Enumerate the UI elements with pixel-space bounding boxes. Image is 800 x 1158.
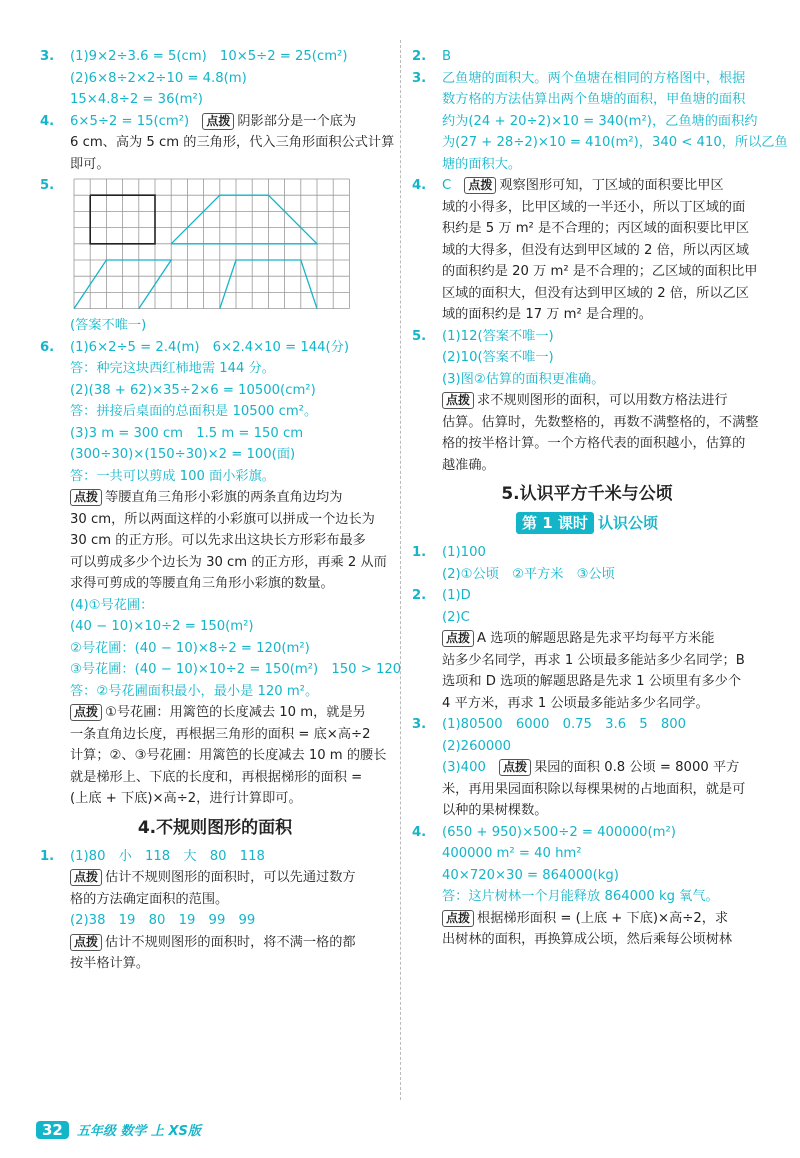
column-divider <box>400 40 401 1100</box>
tip-badge: 点拨 <box>70 704 102 721</box>
s5q2-tip-line2: 站多少名同学，再求 1 公顷最多能站多少名同学；B <box>442 652 745 668</box>
s4q1-number: 1. <box>40 848 55 864</box>
lesson-badge: 第 1 课时 <box>516 512 594 534</box>
r-q3-line4: 为(27 + 28÷2)×10 = 410(m²)，340 < 410，所以乙鱼 <box>442 135 788 150</box>
q6-tip2-line2: 一条直角边长度，再根据三角形的面积 = 底×高÷2 <box>70 726 371 742</box>
s5q3-tip-line2: 米，再用果园面积除以每棵果树的占地面积，就是可 <box>442 781 746 797</box>
s4q1-line1: 1. (1)80 小 118 大 80 118 <box>40 846 390 868</box>
top-trapezoid-shape <box>171 195 317 244</box>
s4q1-tip2-line2: 按半格计算。 <box>70 956 150 971</box>
q6-tip2-line4: 就是梯形上、下底的长度和，再根据梯形的面积 = <box>70 769 363 785</box>
r-q5-line1: 5. (1)12(答案不唯一) <box>412 326 762 348</box>
q5-number: 5. <box>40 178 55 193</box>
r-q4-line1: 4. C 点拨 观察图形可知，丁区域的面积要比甲区 <box>412 175 762 197</box>
r-q5-tip-line4: 越准确。 <box>442 457 495 473</box>
q6-line3: (2)(38 + 62)×35÷2×6 = 10500(cm²) <box>70 382 316 398</box>
q6-line6: (300÷30)×(150÷30)×2 = 100(面) <box>70 447 296 462</box>
q6-line7: 答：一共可以剪成 100 面小彩旗。 <box>70 468 275 484</box>
r-q4-line7: 域的面积约是 17 万 m² 是合理的。 <box>442 307 652 322</box>
tip-badge: 点拨 <box>499 759 531 776</box>
r-q2-number: 2. <box>412 49 427 64</box>
q6-tip-line1: 点拨 等腰直角三角形小彩旗的两条直角边均为 <box>40 487 390 509</box>
r-q4-line4: 域的大得多，但没有达到甲区域的 2 倍，所以丙区域 <box>442 242 749 258</box>
q6-m2: (40 − 10)×10÷2 = 150(m²) <box>70 619 254 634</box>
q3-line3: 15×4.8÷2 = 36(m²) <box>70 92 203 107</box>
tip-badge: 点拨 <box>442 910 474 927</box>
r-q5-tip-line3: 格的按半格计算。一个方格代表的面积越小，估算的 <box>442 436 746 451</box>
s4q1-tip2-line1: 点拨 估计不规则图形的面积时，将不满一格的都 <box>40 932 390 954</box>
q6-tip-line2: 30 cm，所以两面这样的小彩旗可以拼成一个边长为 <box>70 511 375 527</box>
s5q4-line2: 400000 m² = 40 hm² <box>442 846 582 861</box>
r-q4-line3: 积约是 5 万 m² 是不合理的；丙区域的面积要比甲区 <box>442 221 750 236</box>
section-4-title: 4.不规则图形的面积 <box>137 817 293 838</box>
left-column <box>40 46 402 975</box>
s5q4-line1: 4. (650 + 950)×500÷2 = 400000(m²) <box>412 822 762 844</box>
r-q5-tip-line1: 点拨 求不规则图形的面积，可以用数方格法进行 <box>412 390 762 412</box>
q6-m3: ②号花圃：(40 − 10)×8÷2 = 120(m²) <box>70 640 310 656</box>
s5q4-line4: 答：这片树林一个月能释放 864000 kg 氧气。 <box>442 889 719 904</box>
tip-badge: 点拨 <box>442 630 474 647</box>
q6-tip2-line5: (上底 + 下底)×高÷2，进行计算即可。 <box>70 791 302 806</box>
q6-line4: 答：拼接后桌面的总面积是 10500 cm²。 <box>70 404 318 419</box>
r-q2-line1: 2. B <box>412 46 762 68</box>
tip-badge: 点拨 <box>202 113 234 130</box>
s5q1-line1: 1. (1)100 <box>412 542 762 564</box>
q4-line3: 即可。 <box>70 156 110 172</box>
q6-m1: (4)①号花圃： <box>70 597 154 613</box>
q6-line1: 6. (1)6×2÷5 = 2.4(m) 6×2.4×10 = 144(分) <box>40 337 390 359</box>
q6-tip-line4: 可以剪成多少个边长为 30 cm 的正方形，再乘 2 从而 <box>70 554 387 570</box>
s4q1-tip-line2: 格的方法确定面积的范围。 <box>70 891 229 907</box>
r-q3-line5: 塘的面积大。 <box>442 156 522 172</box>
s5q2-tip-line3: 选项和 D 选项的解题思路是先求 1 公顷里有多少个 <box>442 674 742 689</box>
page-number: 32 <box>36 1121 69 1139</box>
s5q4-tip-line1: 点拨 根据梯形面积 = (上底 + 下底)×高÷2，求 <box>412 908 762 930</box>
s5q3-number: 3. <box>412 717 427 732</box>
s5q3-line1: 3. (1)80500 6000 0.75 3.6 5 800 <box>412 714 762 736</box>
q3-line1: 3. (1)9×2÷3.6 = 5(cm) 10×5÷2 = 25(cm²) <box>40 46 390 68</box>
r-q5-number: 5. <box>412 328 427 344</box>
r-q3-line3: 约为(24 + 20÷2)×10 = 340(m²)，乙鱼塘的面积约 <box>442 113 758 129</box>
tip-badge: 点拨 <box>70 869 102 886</box>
q3-number: 3. <box>40 49 55 64</box>
r-q5-line3: (3)图②估算的面积更准确。 <box>442 371 605 387</box>
r-q4-line5: 的面积约是 20 万 m² 是不合理的；乙区域的面积比甲 <box>442 264 758 279</box>
q6-tip2-line3: 计算；②、③号花圃：用篱笆的长度减去 10 m 的腰长 <box>70 748 387 763</box>
tip-badge: 点拨 <box>70 489 102 506</box>
q6-m5: 答：②号花圃面积最小，最小是 120 m²。 <box>70 683 319 699</box>
lesson-title: 认识公顷 <box>597 514 658 532</box>
tip-badge: 点拨 <box>70 934 102 951</box>
s5q1-line2: (2)①公顷 ②平方米 ③公顷 <box>442 566 615 582</box>
q5-note: (答案不唯一) <box>70 318 147 333</box>
q6-line2: 答：种完这块西红柿地需 144 分。 <box>70 361 275 376</box>
s5q4-line3: 40×720×30 = 864000(kg) <box>442 867 619 883</box>
s5q4-tip-line2: 出树林的面积，再换算成公顷，然后乘每公顷树林 <box>442 932 733 947</box>
r-q3-line2: 数方格的方法估算出两个鱼塘的面积，甲鱼塘的面积 <box>442 92 746 107</box>
s5q1-number: 1. <box>412 545 427 560</box>
q6-m4: ③号花圃：(40 − 10)×10÷2 = 150(m²) 150 > 120 <box>70 662 402 677</box>
r-q3-number: 3. <box>412 70 427 86</box>
q4-line1: 4. 6×5÷2 = 15(cm²) 点拨 阴影部分是一个底为 <box>40 111 390 133</box>
s5q2-tip-line4: 4 平方米，再求 1 公顷最多能站多少名同学。 <box>442 695 709 711</box>
s5q4-number: 4. <box>412 824 427 840</box>
footer-text: 五年级 数学 上 XS版 <box>76 1124 201 1139</box>
section-5-title: 5.认识平方千米与公顷 <box>501 484 673 504</box>
r-q5-line2: (2)10(答案不唯一) <box>442 350 554 365</box>
s4q1-tip-line1: 点拨 估计不规则图形的面积时，可以先通过数方 <box>40 867 390 889</box>
s5q2-number: 2. <box>412 588 427 603</box>
r-q4-line6: 区域的面积大，但没有达到甲区域的 2 倍，所以乙区 <box>442 285 749 301</box>
tip-badge: 点拨 <box>442 392 474 409</box>
s5q2-line1: 2. (1)D <box>412 585 762 607</box>
page-footer <box>36 1120 201 1139</box>
q5-grid-figure <box>72 177 352 313</box>
q6-tip-line3: 30 cm 的正方形。可以先求出这块长方形彩布最多 <box>70 533 366 548</box>
r-q3-line1: 3. 乙鱼塘的面积大。两个鱼塘在相同的方格图中，根据 <box>412 68 762 90</box>
s5q3-line2: (2)260000 <box>442 738 512 754</box>
s5q2-tip-line1: 点拨 A 选项的解题思路是先求平均每平方米能 <box>412 628 762 650</box>
q6-number: 6. <box>40 339 55 355</box>
q3-line2: (2)6×8÷2×2÷10 = 4.8(m) <box>70 70 247 86</box>
s5q2-line2: (2)C <box>442 609 470 625</box>
lesson-header <box>412 512 762 534</box>
s5q3-tip-line3: 以种的果树棵数。 <box>442 803 548 818</box>
q4-number: 4. <box>40 113 55 129</box>
r-q5-tip-line2: 估算。估算时，先数整格的，再数不满整格的，不满整 <box>442 414 759 430</box>
q6-tip2-line1: 点拨 ①号花圃：用篱笆的长度减去 10 m，就是另 <box>40 702 390 724</box>
q4-line2: 6 cm、高为 5 cm 的三角形，代入三角形面积公式计算 <box>70 135 395 150</box>
q6-line5: (3)3 m = 300 cm 1.5 m = 150 cm <box>70 425 304 441</box>
s5q3-line3: (3)400 点拨 果园的面积 0.8 公顷 = 8000 平方 <box>442 760 740 775</box>
r-q4-line2: 域的小得多，比甲区域的一半还小，所以丁区域的面 <box>442 199 746 215</box>
r-q4-number: 4. <box>412 178 427 193</box>
s4q1-line2: (2)38 19 80 19 99 99 <box>70 913 256 928</box>
tip-badge: 点拨 <box>464 177 496 194</box>
q5-grid-block <box>40 175 390 315</box>
q6-tip-line5: 求得可剪成的等腰直角三角形小彩旗的数量。 <box>70 576 334 591</box>
right-column <box>412 46 788 951</box>
